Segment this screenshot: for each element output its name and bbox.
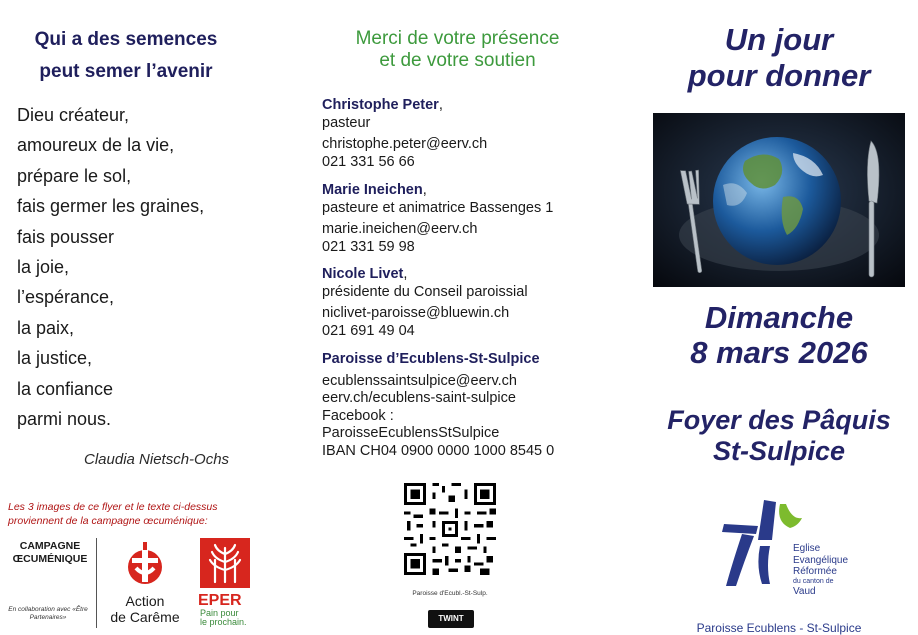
- poem-line: amoureux de la vie,: [17, 135, 175, 156]
- contact-card: [322, 97, 487, 171]
- poem-line: parmi nous.: [17, 409, 112, 430]
- event-title-line: Un jour: [724, 22, 834, 57]
- poem-line: prépare le sol,: [17, 165, 132, 186]
- thanks-title-line: Merci de votre présence: [355, 28, 560, 49]
- event-date: [640, 300, 918, 370]
- middle-panel: [300, 0, 620, 635]
- eper-tagline: [200, 609, 260, 627]
- contact-email[interactable]: christophe.peter@eerv.ch: [322, 136, 488, 152]
- qr-caption: Paroisse d'Ecubl.-St-Sulp.: [412, 590, 488, 597]
- contact-name-suffix: ,: [422, 182, 427, 198]
- eerv-canton: du canton de: [793, 577, 834, 585]
- eerv-line: Eglise: [793, 543, 821, 554]
- poem-line: la confiance: [17, 378, 114, 399]
- left-title-line: Qui a des semences: [34, 29, 218, 50]
- contact-role: pasteure et animatrice Bassenges 1: [322, 199, 554, 216]
- event-location-line: Foyer des Pâquis: [667, 405, 891, 435]
- paroisse-website[interactable]: eerv.ch/ecublens-saint-sulpice: [322, 390, 516, 406]
- paroisse-footer: Paroisse Ecublens - St-Sulpice: [696, 621, 862, 635]
- contact-role: présidente du Conseil paroissial: [322, 283, 528, 300]
- contact-card: [322, 182, 553, 256]
- eerv-cross-icon: [720, 494, 802, 590]
- contact-name: Marie Ineichen: [322, 182, 423, 198]
- eper-tagline-line: le prochain.: [200, 617, 247, 627]
- logo-divider: [96, 538, 97, 628]
- left-title-line: peut semer l’avenir: [39, 61, 213, 82]
- poem-author: Claudia Nietsch-Ochs: [84, 451, 230, 468]
- prayer-poem: [17, 100, 204, 434]
- contact-name-line: [322, 182, 553, 200]
- contact-phone[interactable]: 021 331 56 66: [322, 153, 415, 170]
- eerv-line: Réformée: [793, 566, 837, 577]
- paroisse-email[interactable]: ecublenssaintsulpice@eerv.ch: [322, 372, 517, 389]
- left-title: [0, 24, 252, 88]
- poem-line: la paix,: [17, 317, 75, 338]
- globe-plate-image: [653, 113, 905, 287]
- contact-phone[interactable]: 021 331 59 98: [322, 238, 415, 255]
- event-location-line: St-Sulpice: [712, 436, 846, 466]
- event-date-line: Dimanche: [704, 300, 854, 335]
- right-panel: [640, 0, 918, 635]
- action-line: Action: [125, 593, 165, 609]
- eper-wheat-icon: [200, 538, 250, 588]
- campagne-line: CAMPAGNE: [19, 540, 81, 552]
- source-note: Les 3 images de ce flyer et le texte ci-dessus proviennent de la campagne œcuménique:: [8, 501, 218, 527]
- eerv-region: Vaud: [793, 585, 816, 597]
- left-panel: [0, 0, 300, 635]
- contact-role: pasteur: [322, 114, 371, 131]
- event-date-line: 8 mars 2026: [690, 335, 868, 370]
- action-de-careme-label: [102, 593, 188, 625]
- paroisse-name: Paroisse d’Ecublens-St-Sulpice: [322, 351, 540, 367]
- poem-line: fais germer les graines,: [17, 196, 205, 217]
- iban: IBAN CH04 0900 0000 1000 8545 0: [322, 442, 555, 459]
- twint-badge[interactable]: TWINT: [428, 610, 474, 628]
- thanks-title-line: et de votre soutien: [379, 50, 536, 71]
- campagne-oecumenique-logo: [12, 540, 88, 566]
- facebook-page[interactable]: ParoisseEcublensStSulpice: [322, 425, 500, 441]
- poem-line: fais pousser: [17, 226, 115, 247]
- contact-email[interactable]: niclivet-paroisse@bluewin.ch: [322, 305, 510, 321]
- campagne-subtitle: En collaboration avec «Être Partenaires»: [8, 606, 88, 621]
- contact-name-line: [322, 97, 487, 115]
- contact-name-suffix: ,: [438, 97, 443, 113]
- thanks-title: [310, 28, 605, 72]
- contact-name-line: [322, 266, 528, 284]
- contact-card: [322, 266, 528, 340]
- campagne-line: ŒCUMÉNIQUE: [12, 553, 88, 565]
- contact-name-suffix: ,: [403, 266, 408, 282]
- contact-phone[interactable]: 021 691 49 04: [322, 322, 415, 339]
- poem-line: la joie,: [17, 257, 70, 278]
- poem-line: la justice,: [17, 348, 93, 369]
- facebook-label: Facebook :: [322, 407, 394, 424]
- poem-line: Dieu créateur,: [17, 105, 130, 125]
- eper-name: EPER: [198, 592, 242, 609]
- eper-tagline-line: Pain pour: [200, 608, 239, 618]
- eerv-text: [793, 543, 848, 597]
- qr-code-icon[interactable]: [404, 483, 496, 575]
- paroisse-info: [322, 351, 554, 460]
- action-line: de Carême: [110, 609, 180, 625]
- eerv-line: Evangélique: [793, 554, 849, 566]
- poem-line: l’espérance,: [17, 287, 115, 308]
- contact-name: Nicole Livet: [322, 266, 404, 282]
- event-title: [640, 22, 918, 94]
- event-title-line: pour donner: [687, 58, 871, 93]
- contact-email[interactable]: marie.ineichen@eerv.ch: [322, 221, 478, 237]
- event-location: [640, 405, 918, 467]
- contact-name: Christophe Peter: [322, 97, 439, 113]
- action-de-careme-icon: [124, 540, 166, 586]
